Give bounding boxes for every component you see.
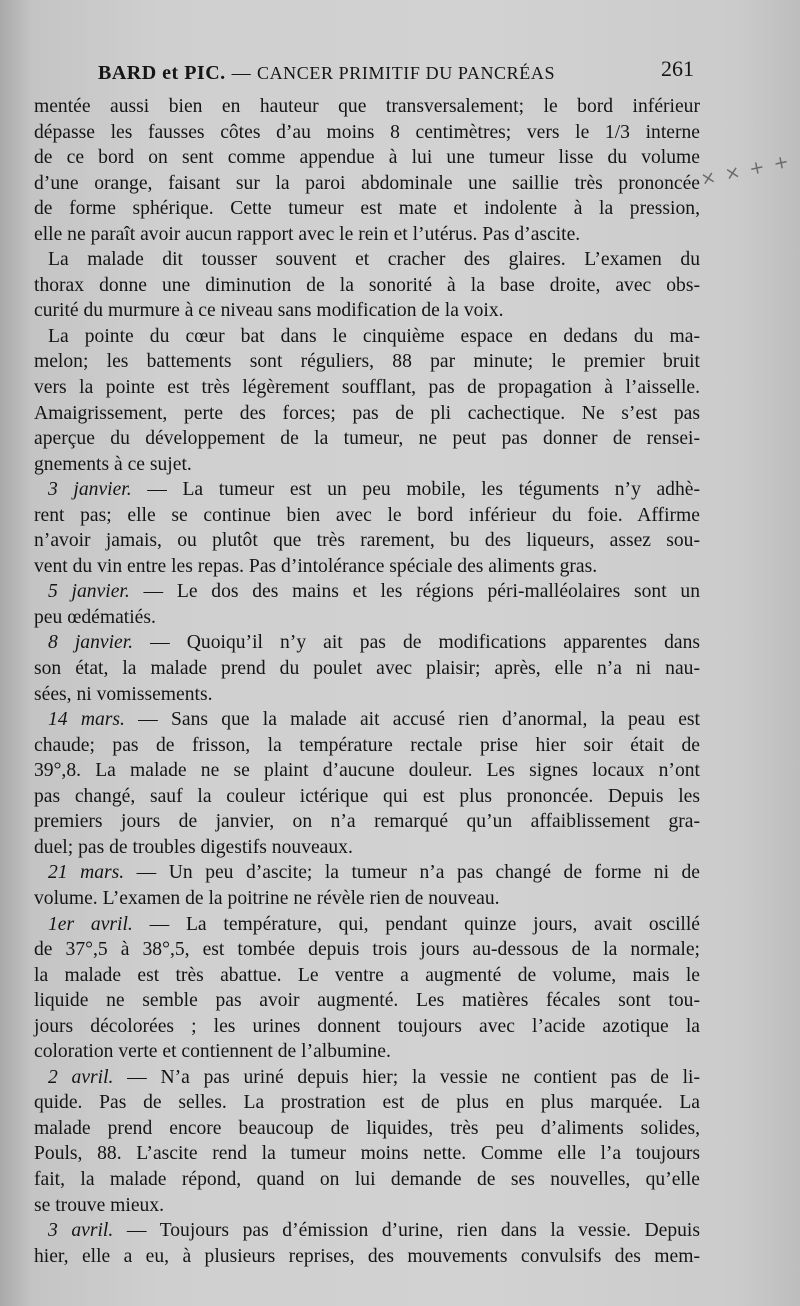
line-text: n’avoir jamais, ou plutôt que très rarement, bu des liqueurs, assez sou- — [34, 530, 700, 552]
text-line — [34, 120, 700, 146]
line-text: quide. Pas de selles. La prostration est de plus en plus marquée. La — [34, 1092, 700, 1114]
handwritten-margin-note: × × + + — [698, 150, 793, 191]
text-line — [34, 656, 700, 682]
line-text: — La température, qui, pendant quinze jours, avait oscillé — [132, 913, 701, 935]
text-line — [34, 605, 700, 631]
text-line — [34, 528, 700, 554]
text-line — [34, 937, 700, 963]
line-text: Pouls, 88. L’ascite rend la tumeur moins nette. Comme elle l’a toujours — [34, 1143, 700, 1165]
text-line — [34, 630, 700, 656]
running-head-authors: BARD et PIC. — [98, 62, 226, 84]
text-line — [34, 1116, 700, 1142]
text-line — [34, 707, 700, 733]
line-text: vers la pointe est très légèrement soufflant, pas de propagation à l’aisselle. — [34, 377, 700, 399]
text-line — [34, 733, 700, 759]
text-line — [34, 1090, 700, 1116]
text-line — [34, 1218, 700, 1244]
entry-date: 3 janvier. — [48, 479, 132, 501]
line-text: dépasse les fausses côtes d’au moins 8 centimètres; vers le 1/3 interne — [34, 121, 700, 143]
entry-date: 2 avril. — [48, 1066, 114, 1088]
line-text: — Sans que la malade ait accusé rien d’anormal, la peau est — [124, 709, 700, 731]
text-line — [34, 579, 700, 605]
text-line — [34, 886, 700, 912]
line-text: de forme sphérique. Cette tumeur est mate et indolente à la pression, — [34, 198, 700, 220]
line-text: son état, la malade prend du poulet avec plaisir; après, elle n’a ni nau- — [34, 658, 700, 680]
line-text: — Quoiqu’il n’y ait pas de modifications apparentes dans — [133, 632, 701, 654]
text-line — [34, 758, 700, 784]
line-text: de 37°,5 à 38°,5, est tombée depuis trois jours au-dessous de la normale; — [34, 939, 700, 961]
text-line — [34, 784, 700, 810]
line-text: La malade dit tousser souvent et cracher des glaires. L’examen du — [48, 249, 700, 271]
line-text: sées, ni vomissements. — [34, 683, 213, 705]
line-text: — La tumeur est un peu mobile, les téguments n’y adhè- — [131, 479, 701, 501]
text-line — [34, 349, 700, 375]
line-text: peu œdématiés. — [34, 606, 156, 628]
entry-date: 5 janvier. — [48, 581, 130, 603]
line-text: malade prend encore beaucoup de liquides, très peu d’aliments solides, — [34, 1117, 700, 1139]
line-text: — Toujours pas d’émission d’urine, rien dans la vessie. Depuis — [113, 1220, 700, 1242]
line-text: volume. L’examen de la poitrine ne révèle rien de nouveau. — [34, 887, 500, 909]
line-text: d’une orange, faisant sur la paroi abdominale une saillie très prononcée — [34, 172, 700, 194]
text-line — [34, 452, 700, 478]
line-text: premiers jours de janvier, on n’a remarqué qu’un affaiblissement gra- — [34, 811, 700, 833]
line-text: se trouve mieux. — [34, 1194, 165, 1216]
line-text: la malade est très abattue. Le ventre a augmenté de volume, mais le — [34, 964, 700, 986]
text-line — [34, 503, 700, 529]
line-text: gnements à ce sujet. — [34, 453, 192, 475]
line-text: coloration verte et contiennent de l’albumine. — [34, 1041, 391, 1063]
text-line — [34, 1167, 700, 1193]
text-line — [34, 196, 700, 222]
text-line — [34, 94, 700, 120]
text-line — [34, 477, 700, 503]
text-line — [34, 682, 700, 708]
line-text: La pointe du cœur bat dans le cinquième espace en dedans du ma- — [48, 325, 700, 347]
text-line — [34, 426, 700, 452]
running-head-topic: CANCER PRIMITIF DU PANCRÉAS — [256, 63, 556, 83]
line-text: — N’a pas uriné depuis hier; la vessie ne contient pas de li- — [113, 1066, 700, 1088]
running-head — [98, 62, 555, 85]
entry-date: 21 mars. — [48, 862, 125, 884]
text-line — [34, 222, 700, 248]
text-line — [34, 1193, 700, 1219]
line-text: aperçue du développement de la tumeur, ne peut pas donner de rensei- — [34, 428, 700, 450]
line-text: Amaigrissement, perte des forces; pas de pli cachectique. Ne s’est pas — [34, 402, 700, 424]
text-line — [34, 324, 700, 350]
entry-date: 1er avril. — [48, 913, 133, 935]
text-line — [34, 1014, 700, 1040]
line-text: elle ne paraît avoir aucun rapport avec le rein et l’utérus. Pas d’ascite. — [34, 223, 581, 245]
text-line — [34, 171, 700, 197]
line-text: jours décolorées ; les urines donnent toujours avec l’acide azotique la — [34, 1015, 700, 1037]
line-text: hier, elle a eu, à plusieurs reprises, des mouvements convulsifs des mem- — [34, 1245, 700, 1267]
line-text: vent du vin entre les repas. Pas d’intolérance spéciale des aliments gras. — [34, 555, 598, 577]
line-text: curité du murmure à ce niveau sans modification de la voix. — [34, 300, 504, 322]
text-line — [34, 145, 700, 171]
line-text: mentée aussi bien en hauteur que transversalement; le bord inférieur — [34, 96, 700, 117]
body-text — [34, 94, 700, 1269]
line-text: pas changé, sauf la couleur ictérique qui est plus prononcée. Depuis les — [34, 785, 700, 807]
line-text: melon; les battements sont réguliers, 88 par minute; le premier bruit — [34, 351, 700, 373]
text-line — [34, 1244, 700, 1270]
text-line — [34, 273, 700, 299]
text-line — [34, 1039, 700, 1065]
page-number: 261 — [661, 56, 694, 81]
line-text: — Le dos des mains et les régions péri-malléolaires sont un — [129, 581, 700, 603]
text-line — [34, 860, 700, 886]
text-line — [34, 247, 700, 273]
entry-date: 3 avril. — [48, 1220, 114, 1242]
text-line — [34, 375, 700, 401]
line-text: de ce bord on sent comme appendue à lui une tumeur lisse du volume — [34, 147, 700, 169]
line-text: duel; pas de troubles digestifs nouveaux. — [34, 836, 353, 858]
text-line — [34, 963, 700, 989]
text-line — [34, 912, 700, 938]
text-line — [34, 298, 700, 324]
line-text: 39°,8. La malade ne se plaint d’aucune douleur. Les signes locaux n’ont — [34, 760, 700, 782]
line-text: thorax donne une diminution de la sonorité à la base droite, avec obs- — [34, 274, 700, 296]
text-line — [34, 1141, 700, 1167]
text-line — [34, 835, 700, 861]
entry-date: 14 mars. — [48, 709, 125, 731]
entry-date: 8 janvier. — [48, 632, 134, 654]
text-line — [34, 1065, 700, 1091]
text-line — [34, 809, 700, 835]
line-text: fait, la malade répond, quand on lui demande de ses nouvelles, qu’elle — [34, 1168, 700, 1190]
running-head-separator: — — [231, 63, 251, 84]
page-header — [98, 56, 698, 86]
line-text: liquide ne semble pas avoir augmenté. Les matières fécales sont tou- — [34, 990, 700, 1012]
line-text: — Un peu d’ascite; la tumeur n’a pas changé de forme ni de — [124, 862, 700, 884]
line-text: chaude; pas de frisson, la température rectale prise hier soir était de — [34, 734, 700, 756]
line-text: rent pas; elle se continue bien avec le bord inférieur du foie. Affirme — [34, 504, 700, 526]
text-line — [34, 554, 700, 580]
text-line — [34, 401, 700, 427]
text-line — [34, 988, 700, 1014]
